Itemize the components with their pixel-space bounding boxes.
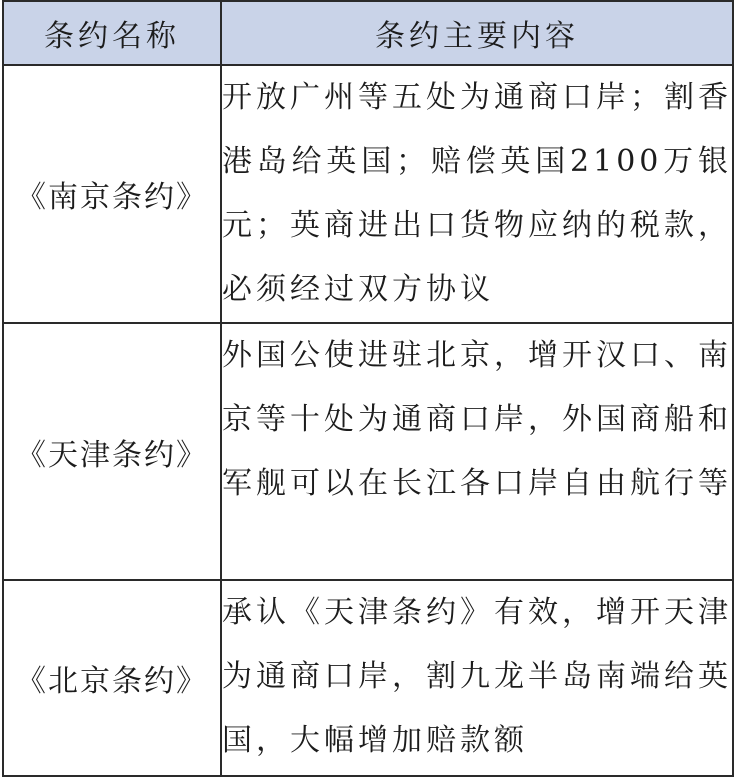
header-treaty-name: 条约名称 <box>3 1 221 65</box>
treaty-table <box>2 0 734 777</box>
table-row <box>3 580 733 776</box>
treaty-content-cell: 承认《天津条约》有效，增开天津为通商口岸，割九龙半岛南端给英国，大幅增加赔款额 <box>221 580 733 776</box>
treaty-name-cell: 《天津条约》 <box>3 323 221 580</box>
header-treaty-content: 条约主要内容 <box>221 1 733 65</box>
table-row <box>3 65 733 323</box>
treaty-content-cell: 外国公使进驻北京，增开汉口、南京等十处为通商口岸，外国商船和军舰可以在长江各口岸自由航行等 <box>221 323 733 580</box>
treaty-content-cell: 开放广州等五处为通商口岸；割香港岛给英国；赔偿英国2100万银元；英商进出口货物应纳的税款，必须经过双方协议 <box>221 65 733 323</box>
treaty-name-cell: 《北京条约》 <box>3 580 221 776</box>
table-header-row <box>3 1 733 65</box>
treaty-name-cell: 《南京条约》 <box>3 65 221 323</box>
table-row <box>3 323 733 580</box>
